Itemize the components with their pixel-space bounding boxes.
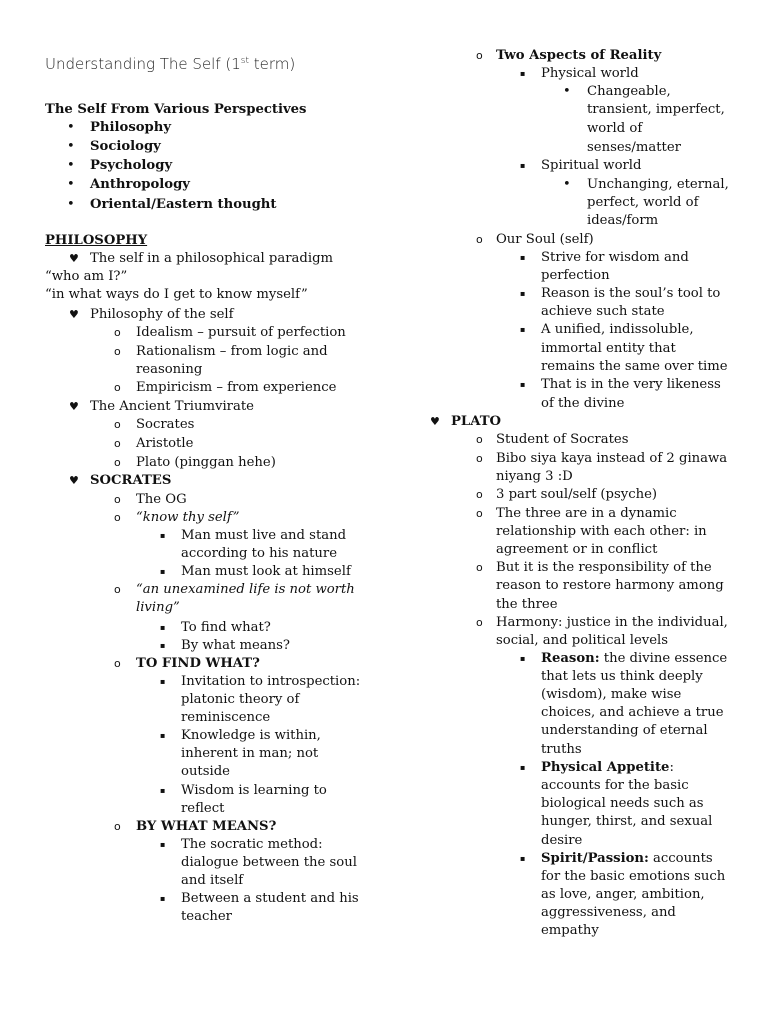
list-item-continued: reasoning [136,362,203,377]
list-item: Our Soul (self) [496,232,594,247]
square-bullet-icon: ▪ [520,161,526,170]
square-bullet-icon: ▪ [520,654,526,663]
list-item: 3 part soul/self (psyche) [496,487,658,502]
bullet-disc: • [67,120,75,135]
list-item: Strive for wisdom and [541,250,689,265]
heart-icon: ♥ [69,400,79,413]
square-bullet-icon: ▪ [520,763,526,772]
heart-icon: ♥ [430,415,440,428]
list-item: But it is the responsibility of the [496,560,712,575]
circle-bullet-icon: o [114,345,121,358]
bullet-disc: • [67,197,75,212]
square-bullet-icon: ▪ [160,786,166,795]
list-item-continued: as love, anger, ambition, [541,887,705,902]
square-bullet-icon: ▪ [160,731,166,740]
circle-bullet-icon: o [114,326,121,339]
circle-bullet-icon: o [476,561,483,574]
circle-bullet-icon: o [114,381,121,394]
by-what-means-heading: BY WHAT MEANS? [136,819,277,834]
square-bullet-icon: ▪ [520,325,526,334]
list-item: Harmony: justice in the individual, [496,615,728,630]
square-bullet-icon: ▪ [520,380,526,389]
list-item-continued: truths [541,742,582,757]
circle-bullet-icon: o [114,511,121,524]
list-item-continued: remains the same over time [541,359,728,374]
square-bullet-icon: ▪ [520,289,526,298]
list-item: By what means? [181,638,290,653]
perspective-item: Sociology [90,139,161,154]
document-title: Understanding The Self (1st term) [45,55,296,73]
list-item: Physical world [541,66,639,81]
list-item: Knowledge is within, [181,728,321,743]
heart-icon: ♥ [69,252,79,265]
list-item-continued: platonic theory of [181,692,300,707]
list-item-continued: immortal entity that [541,341,676,356]
list-item: Socrates [136,417,195,432]
two-aspects-heading: Two Aspects of Reality [496,48,662,63]
list-item-continued: transient, imperfect, [587,102,725,117]
list-item-continued: empathy [541,923,599,938]
bullet-disc: • [563,84,571,99]
bullet-disc: • [563,177,571,192]
list-item: Man must live and stand [181,528,347,543]
list-item-continued: choices, and achieve a true [541,705,724,720]
list-item: The self in a philosophical paradigm [90,251,334,266]
square-bullet-icon: ▪ [520,854,526,863]
list-item-continued: according to his nature [181,546,338,561]
square-bullet-icon: ▪ [160,840,166,849]
list-item-continued: and itself [181,873,244,888]
list-item: Plato (pinggan hehe) [136,455,276,470]
circle-bullet-icon: o [114,493,121,506]
list-item-continued: perfect, world of [587,195,699,210]
list-item-continued: outside [181,764,230,779]
square-bullet-icon: ▪ [520,69,526,78]
list-item-continued: teacher [181,909,232,924]
quote-text: “who am I?” [45,269,128,284]
list-item-continued: understanding of eternal [541,723,708,738]
circle-bullet-icon: o [476,452,483,465]
list-item-continued: (wisdom), make wise [541,687,682,702]
list-item-continued: of the divine [541,396,625,411]
circle-bullet-icon: o [476,233,483,246]
perspective-item: Philosophy [90,120,172,135]
list-item-continued: biological needs such as [541,796,704,811]
list-item: Spiritual world [541,158,642,173]
list-item: That is in the very likeness [541,377,721,392]
list-item: Philosophy of the self [90,307,234,322]
list-item-continued: achieve such state [541,304,665,319]
list-item-continued: for the basic emotions such [541,869,726,884]
soul-part-reason: Reason: the divine essence [541,651,728,666]
list-item-continued: dialogue between the soul [181,855,357,870]
list-item: Aristotle [136,436,194,451]
list-item-continued: aggressiveness, and [541,905,676,920]
square-bullet-icon: ▪ [160,623,166,632]
list-item-continued: reminiscence [181,710,271,725]
list-item: “an unexamined life is not worth [136,582,355,597]
list-item: A unified, indissoluble, [541,322,694,337]
square-bullet-icon: ▪ [160,567,166,576]
list-item-continued: senses/matter [587,140,681,155]
circle-bullet-icon: o [114,456,121,469]
list-item-continued: agreement or in conflict [496,542,658,557]
circle-bullet-icon: o [476,507,483,520]
soul-part-appetite: Physical Appetite: [541,760,674,775]
list-item-continued: reflect [181,801,225,816]
list-item: The socratic method: [181,837,323,852]
perspective-item: Psychology [90,158,173,173]
heart-icon: ♥ [69,474,79,487]
list-item-continued: world of [587,121,643,136]
list-item-continued: reason to restore harmony among [496,578,724,593]
square-bullet-icon: ▪ [160,531,166,540]
soul-part-spirit: Spirit/Passion: accounts [541,851,713,866]
list-item-continued: the three [496,597,558,612]
perspectives-heading: The Self From Various Perspectives [45,102,307,117]
list-item-continued: inherent in man; not [181,746,319,761]
list-item-continued: relationship with each other: in [496,524,707,539]
list-item: “know thy self” [136,510,240,525]
list-item: Rationalism – from logic and [136,344,328,359]
list-item: Bibo siya kaya instead of 2 ginawa [496,451,728,466]
list-item-continued: hunger, thirst, and sexual [541,814,713,829]
list-item: The OG [136,492,187,507]
socrates-heading: SOCRATES [90,473,172,488]
list-item: Man must look at himself [181,564,351,579]
bullet-disc: • [67,139,75,154]
bullet-disc: • [67,158,75,173]
heart-icon: ♥ [69,308,79,321]
list-item: Reason is the soul’s tool to [541,286,721,301]
list-item-continued: social, and political levels [496,633,669,648]
list-item: Unchanging, eternal, [587,177,729,192]
list-item: Changeable, [587,84,671,99]
circle-bullet-icon: o [114,820,121,833]
list-item: The Ancient Triumvirate [90,399,254,414]
square-bullet-icon: ▪ [160,677,166,686]
square-bullet-icon: ▪ [160,641,166,650]
list-item-continued: living” [136,600,180,615]
list-item: To find what? [181,620,271,635]
square-bullet-icon: ▪ [160,894,166,903]
circle-bullet-icon: o [476,433,483,446]
quote-text: “in what ways do I get to know myself” [45,287,308,302]
circle-bullet-icon: o [114,418,121,431]
circle-bullet-icon: o [476,616,483,629]
plato-heading: PLATO [451,414,501,429]
bullet-disc: • [67,177,75,192]
list-item: Between a student and his [181,891,359,906]
circle-bullet-icon: o [114,583,121,596]
list-item: The three are in a dynamic [496,506,677,521]
to-find-what-heading: TO FIND WHAT? [136,656,260,671]
list-item: Idealism – pursuit of perfection [136,325,346,340]
list-item: Student of Socrates [496,432,629,447]
list-item-continued: ideas/form [587,213,659,228]
circle-bullet-icon: o [476,49,483,62]
circle-bullet-icon: o [114,657,121,670]
list-item: Wisdom is learning to [181,783,327,798]
perspective-item: Anthropology [90,177,190,192]
list-item-continued: desire [541,833,583,848]
perspective-item: Oriental/Eastern thought [90,197,277,212]
list-item: Invitation to introspection: [181,674,361,689]
circle-bullet-icon: o [476,488,483,501]
list-item-continued: that lets us think deeply [541,669,703,684]
list-item-continued: accounts for the basic [541,778,689,793]
square-bullet-icon: ▪ [520,253,526,262]
philosophy-heading: PHILOSOPHY [45,233,148,248]
list-item: Empiricism – from experience [136,380,337,395]
list-item-continued: niyang 3 :D [496,469,573,484]
circle-bullet-icon: o [114,437,121,450]
list-item-continued: perfection [541,268,610,283]
